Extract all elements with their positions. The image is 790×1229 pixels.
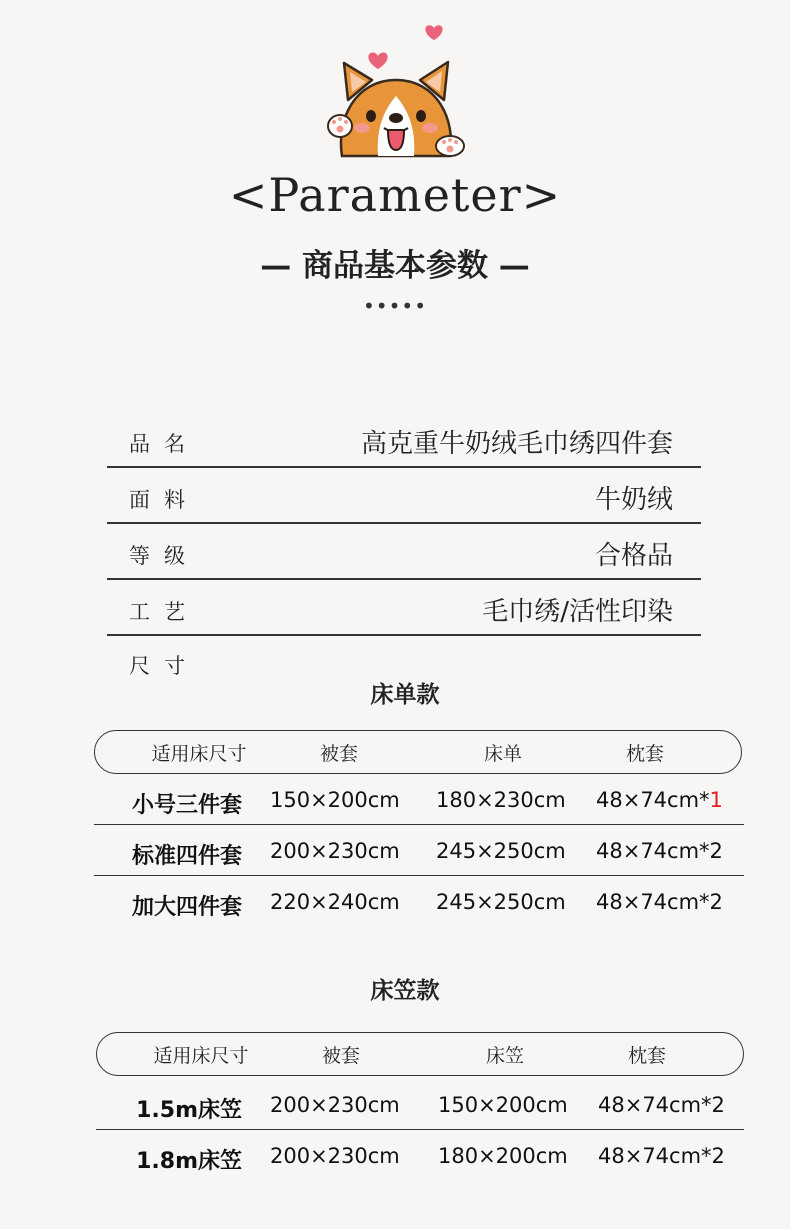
param-row-fabric bbox=[107, 466, 701, 524]
cell-duvet: 200×230cm bbox=[270, 1144, 400, 1168]
param-row-grade bbox=[107, 522, 701, 580]
row-name: 加大四件套 bbox=[131, 895, 242, 920]
table-row bbox=[94, 876, 744, 926]
cell-pillowcase: 48×74cm*2 bbox=[598, 1093, 725, 1117]
row-name: 1.8m床笠 bbox=[136, 1149, 242, 1174]
table-header-fitted-sheet bbox=[96, 1032, 744, 1076]
param-label: 等级 bbox=[129, 544, 199, 568]
cell-pillowcase: 48×74cm*2 bbox=[596, 890, 723, 914]
table-header-cell: 适用床尺寸 bbox=[151, 743, 247, 765]
table-row bbox=[96, 1130, 744, 1180]
table-header-cell: 床笠 bbox=[485, 1045, 524, 1067]
page-title-chinese: — 商品基本参数 — bbox=[260, 248, 530, 284]
table-header-cell: 被套 bbox=[319, 743, 358, 765]
cell-duvet: 150×200cm bbox=[270, 788, 400, 812]
param-value: 高克重牛奶绒毛巾绣四件套 bbox=[360, 429, 673, 459]
table-header-cell: 适用床尺寸 bbox=[153, 1045, 249, 1067]
cell-pillowcase-text: 48×74cm* bbox=[596, 788, 710, 812]
section-title-fitted-sheet: 床笠款 bbox=[370, 978, 440, 1004]
row-name: 小号三件套 bbox=[131, 793, 242, 818]
cell-duvet: 200×230cm bbox=[270, 1093, 400, 1117]
cell-pillowcase: 48×74cm*2 bbox=[598, 1144, 725, 1168]
table-header-cell: 床单 bbox=[483, 743, 522, 765]
param-label: 面料 bbox=[129, 488, 199, 512]
cell-pillowcase: 48×74cm*2 bbox=[596, 839, 723, 863]
param-value: 牛奶绒 bbox=[594, 485, 673, 515]
cell-pillowcase bbox=[596, 788, 723, 812]
table-header-flat-sheet bbox=[94, 730, 742, 774]
param-label: 尺寸 bbox=[129, 654, 199, 678]
param-label: 品名 bbox=[129, 432, 199, 456]
param-row-name bbox=[107, 410, 701, 468]
table-header-cell: 枕套 bbox=[627, 1045, 666, 1067]
param-row-craft bbox=[107, 578, 701, 636]
cell-duvet: 200×230cm bbox=[270, 839, 400, 863]
table-header-cell: 枕套 bbox=[625, 743, 664, 765]
table-header-cell: 被套 bbox=[321, 1045, 360, 1067]
param-label: 工艺 bbox=[129, 600, 199, 624]
table-row bbox=[94, 774, 744, 825]
decorative-dots: ••••• bbox=[363, 294, 427, 318]
cell-sheet: 245×250cm bbox=[436, 839, 566, 863]
table-row bbox=[94, 825, 744, 876]
cell-sheet: 180×230cm bbox=[436, 788, 566, 812]
cell-fitted-sheet: 180×200cm bbox=[438, 1144, 568, 1168]
param-value: 合格品 bbox=[594, 541, 673, 571]
row-name: 1.5m床笠 bbox=[136, 1098, 242, 1123]
cell-duvet: 220×240cm bbox=[270, 890, 400, 914]
corgi-mascot-icon bbox=[326, 18, 466, 158]
page-title-english: <Parameter> bbox=[228, 168, 562, 222]
cell-fitted-sheet: 150×200cm bbox=[438, 1093, 568, 1117]
cell-pillowcase-count: 1 bbox=[709, 788, 723, 812]
row-name: 标准四件套 bbox=[131, 844, 242, 869]
section-title-flat-sheet: 床单款 bbox=[370, 682, 440, 708]
cell-sheet: 245×250cm bbox=[436, 890, 566, 914]
param-value: 毛巾绣/活性印染 bbox=[482, 597, 673, 627]
table-row bbox=[96, 1079, 744, 1130]
